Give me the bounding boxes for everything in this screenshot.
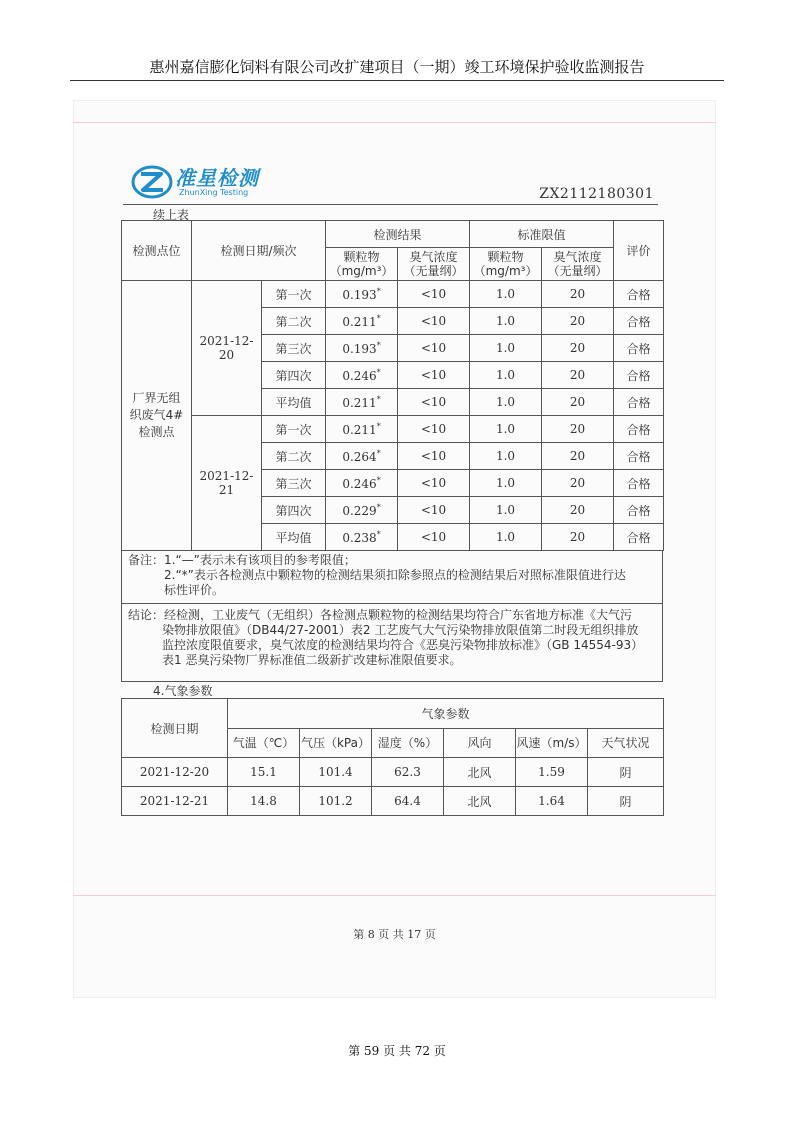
date-cell: 2021-12-21 <box>192 416 262 551</box>
limit-particulate-cell: 1.0 <box>470 362 542 389</box>
deduction-mark: * <box>376 448 381 458</box>
limit-particulate-cell: 1.0 <box>470 389 542 416</box>
inner-page-number: 第 8 页 共 17 页 <box>353 928 436 941</box>
evaluation-cell: 合格 <box>614 362 664 389</box>
company-logo <box>131 160 301 206</box>
limit-particulate-cell: 1.0 <box>470 524 542 551</box>
met-pressure-cell: 101.4 <box>300 758 372 787</box>
margin-line <box>73 895 716 896</box>
frequency-cell: 第四次 <box>262 362 326 389</box>
met-wind-speed-cell: 1.59 <box>516 758 588 787</box>
section-4-label: 4.气象参数 <box>153 684 213 698</box>
particulate-value: 0.246 <box>342 368 377 383</box>
odor-cell: <10 <box>398 416 470 443</box>
particulate-value: 0.211 <box>342 395 377 410</box>
particulate-cell <box>326 308 398 335</box>
met-wind-speed-cell: 1.64 <box>516 787 588 816</box>
met-pressure-cell: 101.2 <box>300 787 372 816</box>
met-header-temp: 气温（℃） <box>228 728 300 758</box>
conclusion-line: 染物排放限值》（DB44/27-2001）表2 工艺废气大气污染物排放限值第二时段无组织排放 <box>162 623 639 637</box>
frequency-cell: 平均值 <box>262 524 326 551</box>
met-humidity-cell: 64.4 <box>372 787 444 816</box>
met-weather-cell: 阴 <box>588 787 664 816</box>
header-date-freq: 检测日期/频次 <box>192 221 326 281</box>
odor-cell: <10 <box>398 389 470 416</box>
particulate-value: 0.211 <box>342 314 377 329</box>
table-row <box>122 758 664 787</box>
limit-odor-cell: 20 <box>542 470 614 497</box>
remarks-box <box>121 550 663 604</box>
met-temp-cell: 15.1 <box>228 758 300 787</box>
limit-particulate-cell: 1.0 <box>470 416 542 443</box>
location-cell: 厂界无组织废气4#检测点 <box>122 281 192 551</box>
particulate-value: 0.238 <box>342 530 377 545</box>
remark-1: 备注：1.“—”表示未有该项目的参考限值； <box>128 553 356 567</box>
met-header-weather: 天气状况 <box>588 728 664 758</box>
limit-odor-cell: 20 <box>542 524 614 551</box>
page-footer: 第 59 页 共 72 页 <box>348 1044 446 1058</box>
conclusion-line: 结论：经检测，工业废气（无组织）各检测点颗粒物的检测结果均符合广东省地方标准《大气污 <box>128 608 633 622</box>
report-number: ZX2112180301 <box>539 186 654 202</box>
evaluation-cell: 合格 <box>614 281 664 308</box>
table-row <box>122 787 664 816</box>
met-humidity-cell: 62.3 <box>372 758 444 787</box>
header-limit-odor-unit: （无量纲） <box>547 264 608 278</box>
limit-particulate-cell: 1.0 <box>470 281 542 308</box>
particulate-cell <box>326 362 398 389</box>
deduction-mark: * <box>376 313 381 323</box>
particulate-cell <box>326 443 398 470</box>
deduction-mark: * <box>376 394 381 404</box>
header-limit-particulate <box>470 248 542 281</box>
particulate-cell <box>326 470 398 497</box>
met-header-humidity: 湿度（%） <box>372 728 444 758</box>
conclusion-line: 监控浓度限值要求，臭气浓度的检测结果均符合《恶臭污染物排放标准》（GB 14554-93） <box>162 638 644 652</box>
met-header-group: 气象参数 <box>228 699 664 729</box>
conclusion-line: 表1 恶臭污染物厂界标准值二级新扩改建标准限值要求。 <box>162 653 462 667</box>
particulate-cell <box>326 416 398 443</box>
header-particulate-unit: （mg/m³） <box>329 264 394 278</box>
met-header-wind-speed: 风速（m/s） <box>516 728 588 758</box>
frequency-cell: 第四次 <box>262 497 326 524</box>
met-header-wind-dir: 风向 <box>444 728 516 758</box>
limit-particulate-cell: 1.0 <box>470 335 542 362</box>
limit-odor-cell: 20 <box>542 335 614 362</box>
frequency-cell: 第二次 <box>262 443 326 470</box>
limit-particulate-cell: 1.0 <box>470 443 542 470</box>
evaluation-cell: 合格 <box>614 335 664 362</box>
odor-cell: <10 <box>398 470 470 497</box>
document-header-title: 惠州嘉信膨化饲料有限公司改扩建项目（一期）竣工环境保护验收监测报告 <box>149 58 645 76</box>
limit-particulate-cell: 1.0 <box>470 470 542 497</box>
particulate-cell <box>326 524 398 551</box>
frequency-cell: 第二次 <box>262 308 326 335</box>
header-limit-odor <box>542 248 614 281</box>
header-odor-label: 臭气浓度 <box>409 250 458 264</box>
particulate-value: 0.211 <box>342 422 377 437</box>
evaluation-cell: 合格 <box>614 524 664 551</box>
frequency-cell: 平均值 <box>262 389 326 416</box>
met-temp-cell: 14.8 <box>228 787 300 816</box>
table-row <box>122 416 664 443</box>
particulate-cell <box>326 335 398 362</box>
odor-cell: <10 <box>398 362 470 389</box>
odor-cell: <10 <box>398 335 470 362</box>
conclusion-box <box>121 604 663 682</box>
particulate-value: 0.246 <box>342 476 377 491</box>
evaluation-cell: 合格 <box>614 389 664 416</box>
header-rule <box>70 80 724 81</box>
particulate-value: 0.229 <box>342 503 377 518</box>
remark-2: 2.“*”表示各检测点中颗粒物的检测结果须扣除参照点的检测结果后对照标准限值进行达 <box>164 568 626 582</box>
odor-cell: <10 <box>398 524 470 551</box>
met-header-pressure: 气压（kPa） <box>300 728 372 758</box>
frequency-cell: 第一次 <box>262 416 326 443</box>
particulate-value: 0.264 <box>342 449 377 464</box>
logo-mark-icon <box>131 164 173 200</box>
header-odor <box>398 248 470 281</box>
limit-odor-cell: 20 <box>542 308 614 335</box>
odor-cell: <10 <box>398 308 470 335</box>
evaluation-cell: 合格 <box>614 443 664 470</box>
odor-cell: <10 <box>398 497 470 524</box>
odor-cell: <10 <box>398 443 470 470</box>
remark-2-cont: 标性评价。 <box>164 583 225 597</box>
particulate-cell <box>326 389 398 416</box>
odor-cell: <10 <box>398 281 470 308</box>
limit-odor-cell: 20 <box>542 389 614 416</box>
deduction-mark: * <box>376 286 381 296</box>
date-cell: 2021-12-20 <box>192 281 262 416</box>
limit-odor-cell: 20 <box>542 497 614 524</box>
results-table <box>121 220 664 551</box>
met-wind-dir-cell: 北风 <box>444 787 516 816</box>
limit-odor-cell: 20 <box>542 443 614 470</box>
limit-odor-cell: 20 <box>542 362 614 389</box>
met-weather-cell: 阴 <box>588 758 664 787</box>
evaluation-cell: 合格 <box>614 497 664 524</box>
header-limits: 标准限值 <box>470 221 614 248</box>
particulate-cell <box>326 497 398 524</box>
frequency-cell: 第三次 <box>262 335 326 362</box>
met-header-date: 检测日期 <box>122 699 228 758</box>
weather-table <box>121 698 664 816</box>
met-wind-dir-cell: 北风 <box>444 758 516 787</box>
header-limit-odor-label: 臭气浓度 <box>553 250 602 264</box>
header-limit-particulate-unit: （mg/m³） <box>473 264 538 278</box>
header-limit-particulate-label: 颗粒物 <box>487 250 524 264</box>
evaluation-cell: 合格 <box>614 470 664 497</box>
frequency-cell: 第一次 <box>262 281 326 308</box>
deduction-mark: * <box>376 529 381 539</box>
frequency-cell: 第三次 <box>262 470 326 497</box>
met-date-cell: 2021-12-21 <box>122 787 228 816</box>
header-particulate <box>326 248 398 281</box>
deduction-mark: * <box>376 367 381 377</box>
particulate-cell <box>326 281 398 308</box>
particulate-value: 0.193 <box>342 341 377 356</box>
scanned-report-page <box>73 100 716 998</box>
logo-text: 准星检测 <box>175 166 259 190</box>
table-row <box>122 281 664 308</box>
particulate-value: 0.193 <box>342 287 377 302</box>
report-rule <box>123 204 658 205</box>
header-location: 检测点位 <box>122 221 192 281</box>
deduction-mark: * <box>376 340 381 350</box>
deduction-mark: * <box>376 502 381 512</box>
header-particulate-label: 颗粒物 <box>343 250 380 264</box>
evaluation-cell: 合格 <box>614 308 664 335</box>
continued-label: 续上表 <box>153 208 190 222</box>
margin-line <box>73 122 716 123</box>
logo-subtext: ZhunXing Testing <box>179 188 249 197</box>
header-evaluation: 评价 <box>614 221 664 281</box>
limit-particulate-cell: 1.0 <box>470 308 542 335</box>
limit-odor-cell: 20 <box>542 281 614 308</box>
limit-particulate-cell: 1.0 <box>470 497 542 524</box>
deduction-mark: * <box>376 475 381 485</box>
header-odor-unit: （无量纲） <box>403 264 464 278</box>
limit-odor-cell: 20 <box>542 416 614 443</box>
met-date-cell: 2021-12-20 <box>122 758 228 787</box>
header-results: 检测结果 <box>326 221 470 248</box>
evaluation-cell: 合格 <box>614 416 664 443</box>
deduction-mark: * <box>376 421 381 431</box>
